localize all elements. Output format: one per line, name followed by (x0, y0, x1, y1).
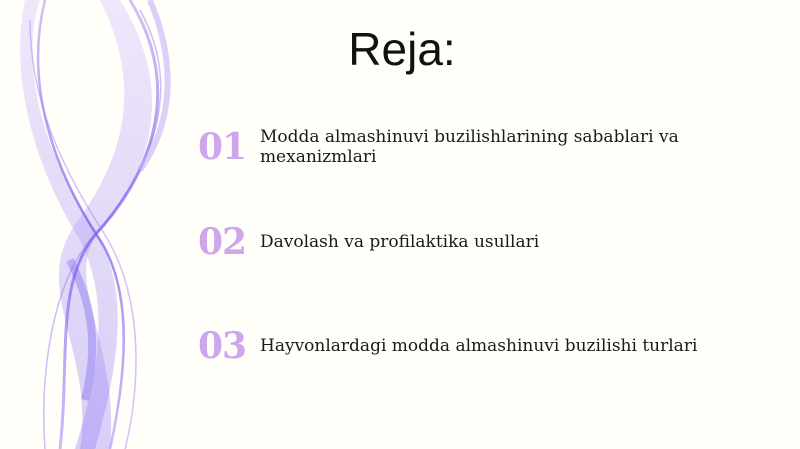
agenda-item-text: Davolash va profilaktika usullari (260, 232, 540, 252)
agenda-item (198, 125, 800, 169)
slide-title: Reja: (348, 23, 456, 75)
agenda-item-text: Modda almashinuvi buzilishlarining sabablari va mexanizmlari (259, 127, 679, 167)
agenda-item-text: Hayvonlardagi modda almashinuvi buzilishi turlari (260, 336, 698, 356)
agenda-item-number: 03 (198, 325, 247, 367)
agenda-item-number: 01 (198, 126, 247, 168)
agenda-item (198, 220, 539, 264)
agenda-item (198, 324, 697, 368)
agenda-item-number: 02 (198, 221, 247, 263)
